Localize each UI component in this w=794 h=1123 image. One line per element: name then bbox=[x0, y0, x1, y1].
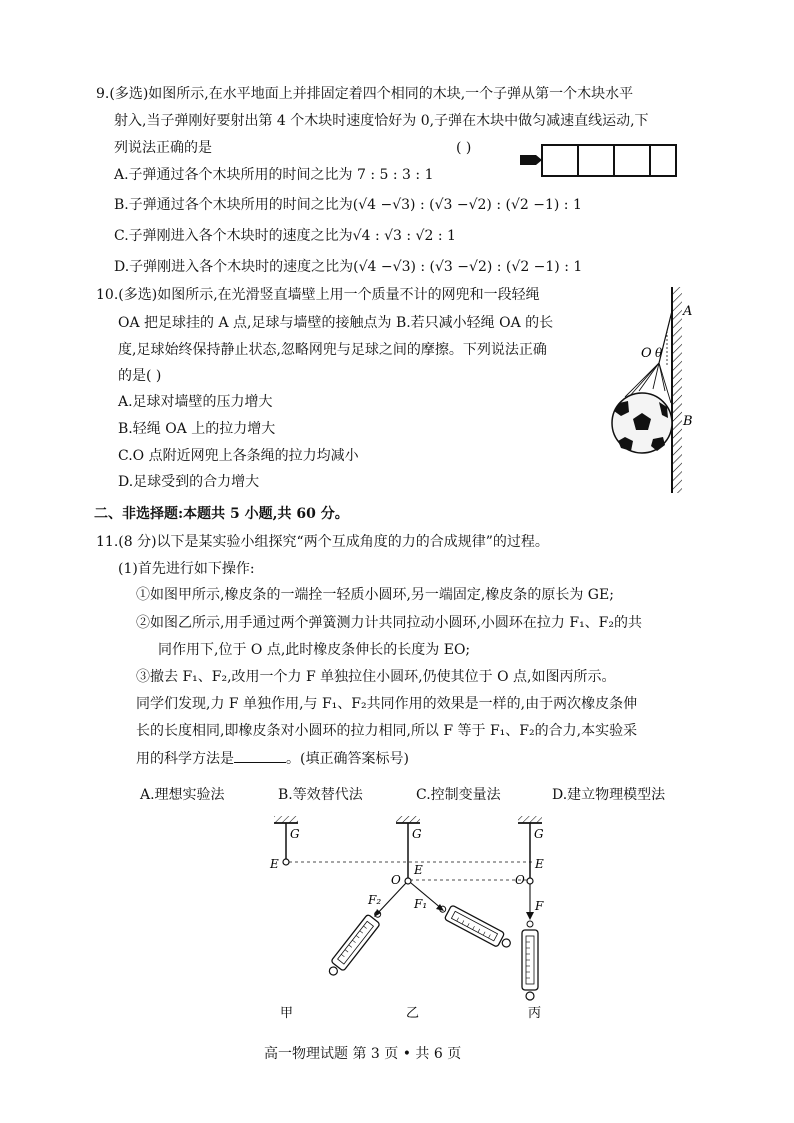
q11-step1: ①如图甲所示,橡皮条的一端拴一轻质小圆环,另一端固定,橡皮条的原长为 GE; bbox=[136, 587, 614, 603]
caption-yi: 乙 bbox=[406, 1006, 420, 1021]
q11-step2a: ②如图乙所示,用手通过两个弹簧测力计共同拉动小圆环,小圆环在拉力 F₁、F₂的共 bbox=[136, 615, 643, 631]
label-e: E bbox=[414, 863, 423, 877]
q9-option-b: B.子弹通过各个木块所用的时间之比为(√4 −√3) : (√3 −√2) : (√2 −1) : 1 bbox=[114, 197, 582, 213]
label-g: G bbox=[412, 827, 422, 841]
label-e: E bbox=[535, 857, 544, 871]
caption-jia: 甲 bbox=[280, 1006, 294, 1021]
force-f-arrow bbox=[526, 912, 534, 920]
section-heading: 二、非选择题:本题共 5 小题,共 60 分。 bbox=[94, 506, 349, 522]
q10-line4: 的是( ) bbox=[118, 368, 162, 384]
q9-answer-paren: ( ) bbox=[456, 140, 472, 156]
label-e: E bbox=[270, 857, 279, 871]
label-o: O bbox=[641, 346, 652, 361]
q10-line2: OA 把足球挂的 A 点,足球与墙壁的接触点为 B.若只减小轻绳 OA 的长 bbox=[118, 315, 554, 331]
label-f2: F₂ bbox=[368, 893, 382, 907]
label-a: A bbox=[683, 304, 693, 319]
small-ring bbox=[283, 859, 289, 865]
spring-scale-f2 bbox=[325, 907, 386, 979]
q10-option-a: A.足球对墙壁的压力增大 bbox=[118, 394, 273, 410]
label-g: G bbox=[534, 827, 544, 841]
q11-experiment-figure bbox=[250, 812, 570, 1022]
page-footer: 高一物理试题 第 3 页 • 共 6 页 bbox=[264, 1046, 462, 1062]
wood-block bbox=[650, 145, 676, 176]
label-o: O bbox=[391, 873, 401, 887]
q11-option-a: A.理想实验法 bbox=[140, 787, 225, 803]
label-b: B bbox=[683, 414, 693, 429]
q11-option-b: B.等效替代法 bbox=[278, 787, 363, 803]
q11-option-c: C.控制变量法 bbox=[416, 787, 501, 803]
spring-scale-f1 bbox=[436, 901, 513, 952]
q11-step2b: 同作用下,位于 O 点,此时橡皮条伸长的长度为 EO; bbox=[158, 642, 471, 658]
q9-option-d: D.子弹刚进入各个木块时的速度之比为(√4 −√3) : (√3 −√2) : (√2 −1) : 1 bbox=[114, 259, 583, 275]
bullet bbox=[520, 155, 536, 165]
ceiling-hatch bbox=[518, 816, 542, 823]
spring-scale-f bbox=[522, 921, 538, 1000]
q10-option-c: C.O 点附近网兜上各条绳的拉力均减小 bbox=[118, 448, 359, 464]
q10-football-figure bbox=[605, 285, 715, 497]
q11-para1: 同学们发现,力 F 单独作用,与 F₁、F₂共同作用的效果是一样的,由于两次橡皮条伸 bbox=[136, 696, 638, 712]
label-f: F bbox=[535, 899, 544, 913]
figure-yi bbox=[325, 816, 514, 1021]
q9-line1: 9.(多选)如图所示,在水平地面上并排固定着四个相同的木块,一个子弹从第一个木块水平 bbox=[96, 86, 634, 102]
caption-bing: 丙 bbox=[528, 1006, 542, 1021]
ceiling-hatch bbox=[396, 816, 420, 823]
q11-para3 bbox=[136, 748, 409, 769]
figure-jia bbox=[269, 816, 300, 1021]
label-g: G bbox=[290, 827, 300, 841]
q11-para3-start: 用的科学方法是 bbox=[136, 751, 234, 767]
q9-line2: 射入,当子弹刚好要射出第 4 个木块时速度恰好为 0,子弹在木块中做匀减速直线运动,下 bbox=[114, 113, 649, 129]
q10-line1: 10.(多选)如图所示,在光滑竖直墙壁上用一个质量不计的网兜和一段轻绳 bbox=[96, 287, 540, 303]
small-ring bbox=[527, 878, 533, 884]
q9-option-a: A.子弹通过各个木块所用的时间之比为 7 : 5 : 3 : 1 bbox=[114, 167, 434, 183]
answer-blank bbox=[234, 748, 286, 763]
label-o: O bbox=[515, 873, 525, 887]
q9-line3: 列说法正确的是 bbox=[114, 140, 212, 156]
wood-block bbox=[614, 145, 650, 176]
label-f1: F₁ bbox=[414, 897, 428, 911]
q10-option-b: B.轻绳 OA 上的拉力增大 bbox=[118, 421, 276, 437]
q11-para3-end: 。(填正确答案标号) bbox=[286, 751, 409, 767]
ceiling-hatch bbox=[274, 816, 298, 823]
q11-para2: 长的长度相同,即橡皮条对小圆环的拉力相同,所以 F 等于 F₁、F₂的合力,本实验采 bbox=[136, 723, 638, 739]
q11-option-d: D.建立物理模型法 bbox=[552, 787, 666, 803]
q10-option-d: D.足球受到的合力增大 bbox=[118, 474, 260, 490]
q9-wood-blocks-figure bbox=[518, 142, 678, 180]
q11-line1: 11.(8 分)以下是某实验小组探究“两个互成角度的力的合成规律”的过程。 bbox=[96, 534, 549, 550]
label-theta: θ bbox=[655, 346, 663, 360]
q9-option-c: C.子弹刚进入各个木块时的速度之比为√4 : √3 : √2 : 1 bbox=[114, 228, 456, 244]
q11-step3: ③撤去 F₁、F₂,改用一个力 F 单独拉住小圆环,仍使其位于 O 点,如图丙所示。 bbox=[136, 669, 616, 685]
q10-line3: 度,足球始终保持静止状态,忽略网兜与足球之间的摩擦。下列说法正确 bbox=[118, 342, 547, 358]
wood-block bbox=[542, 145, 578, 176]
q11-step0: (1)首先进行如下操作: bbox=[118, 561, 255, 577]
figure-bing bbox=[515, 816, 544, 1021]
wood-block bbox=[578, 145, 614, 176]
wall-hatch bbox=[672, 287, 682, 493]
